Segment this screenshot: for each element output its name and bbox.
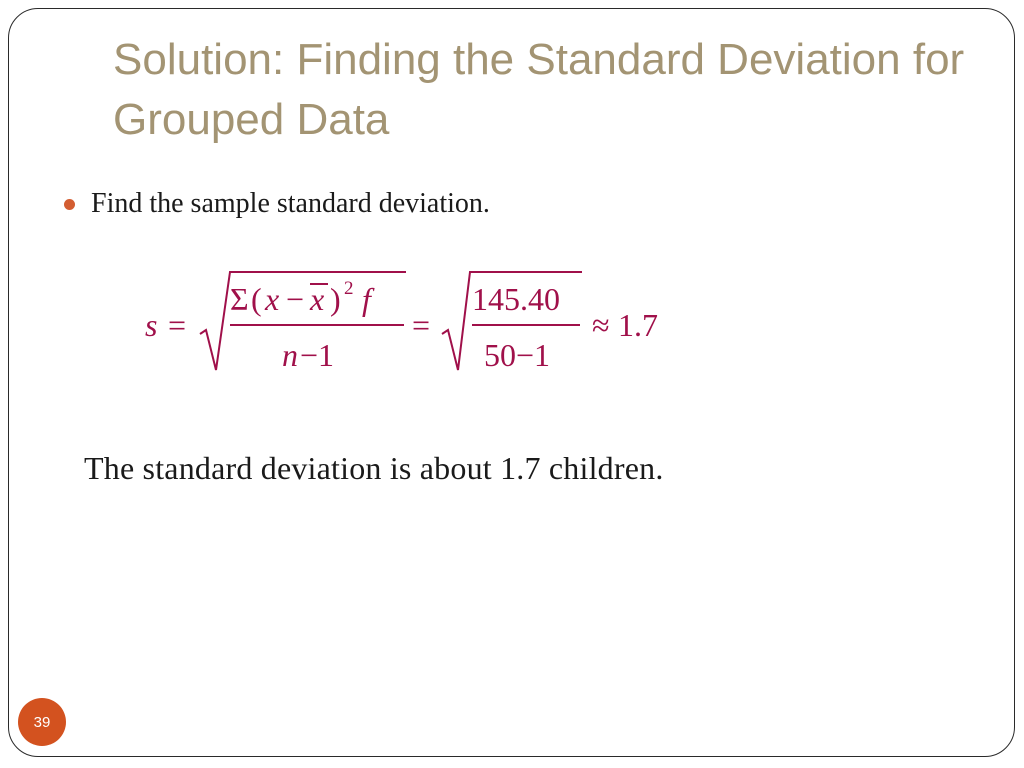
formula-equals-2: = (412, 307, 431, 343)
formula-open-paren: ( (251, 281, 262, 317)
formula-n: n (282, 337, 298, 373)
conclusion-text: The standard deviation is about 1.7 children. (84, 450, 664, 486)
formula-exponent: 2 (344, 278, 354, 299)
bullet-item (64, 188, 490, 220)
page-number-badge (18, 698, 66, 746)
standard-deviation-formula (140, 262, 700, 382)
formula-s: s (145, 307, 158, 343)
formula-equals: = (168, 307, 187, 343)
formula-minus-one: −1 (300, 337, 335, 373)
page-number: 39 (33, 713, 51, 731)
formula-f: f (362, 281, 371, 317)
formula-sigma: Σ (230, 281, 249, 317)
formula-x-bar: x (310, 281, 325, 317)
formula-numerator-value: 145.40 (472, 281, 560, 317)
formula-x: x (265, 281, 280, 317)
formula-svg (140, 262, 700, 382)
formula-result: 1.7 (618, 307, 658, 343)
formula-denominator-value: 50−1 (484, 337, 551, 373)
bullet-text: Find the sample standard deviation. (91, 188, 490, 219)
formula-close-paren: ) (330, 281, 341, 317)
slide-title: Solution: Finding the Standard Deviation for Grouped Data (113, 35, 965, 144)
formula-minus: − (286, 281, 305, 317)
bullet-dot-icon (64, 199, 75, 210)
formula-approx: ≈ (592, 307, 610, 343)
